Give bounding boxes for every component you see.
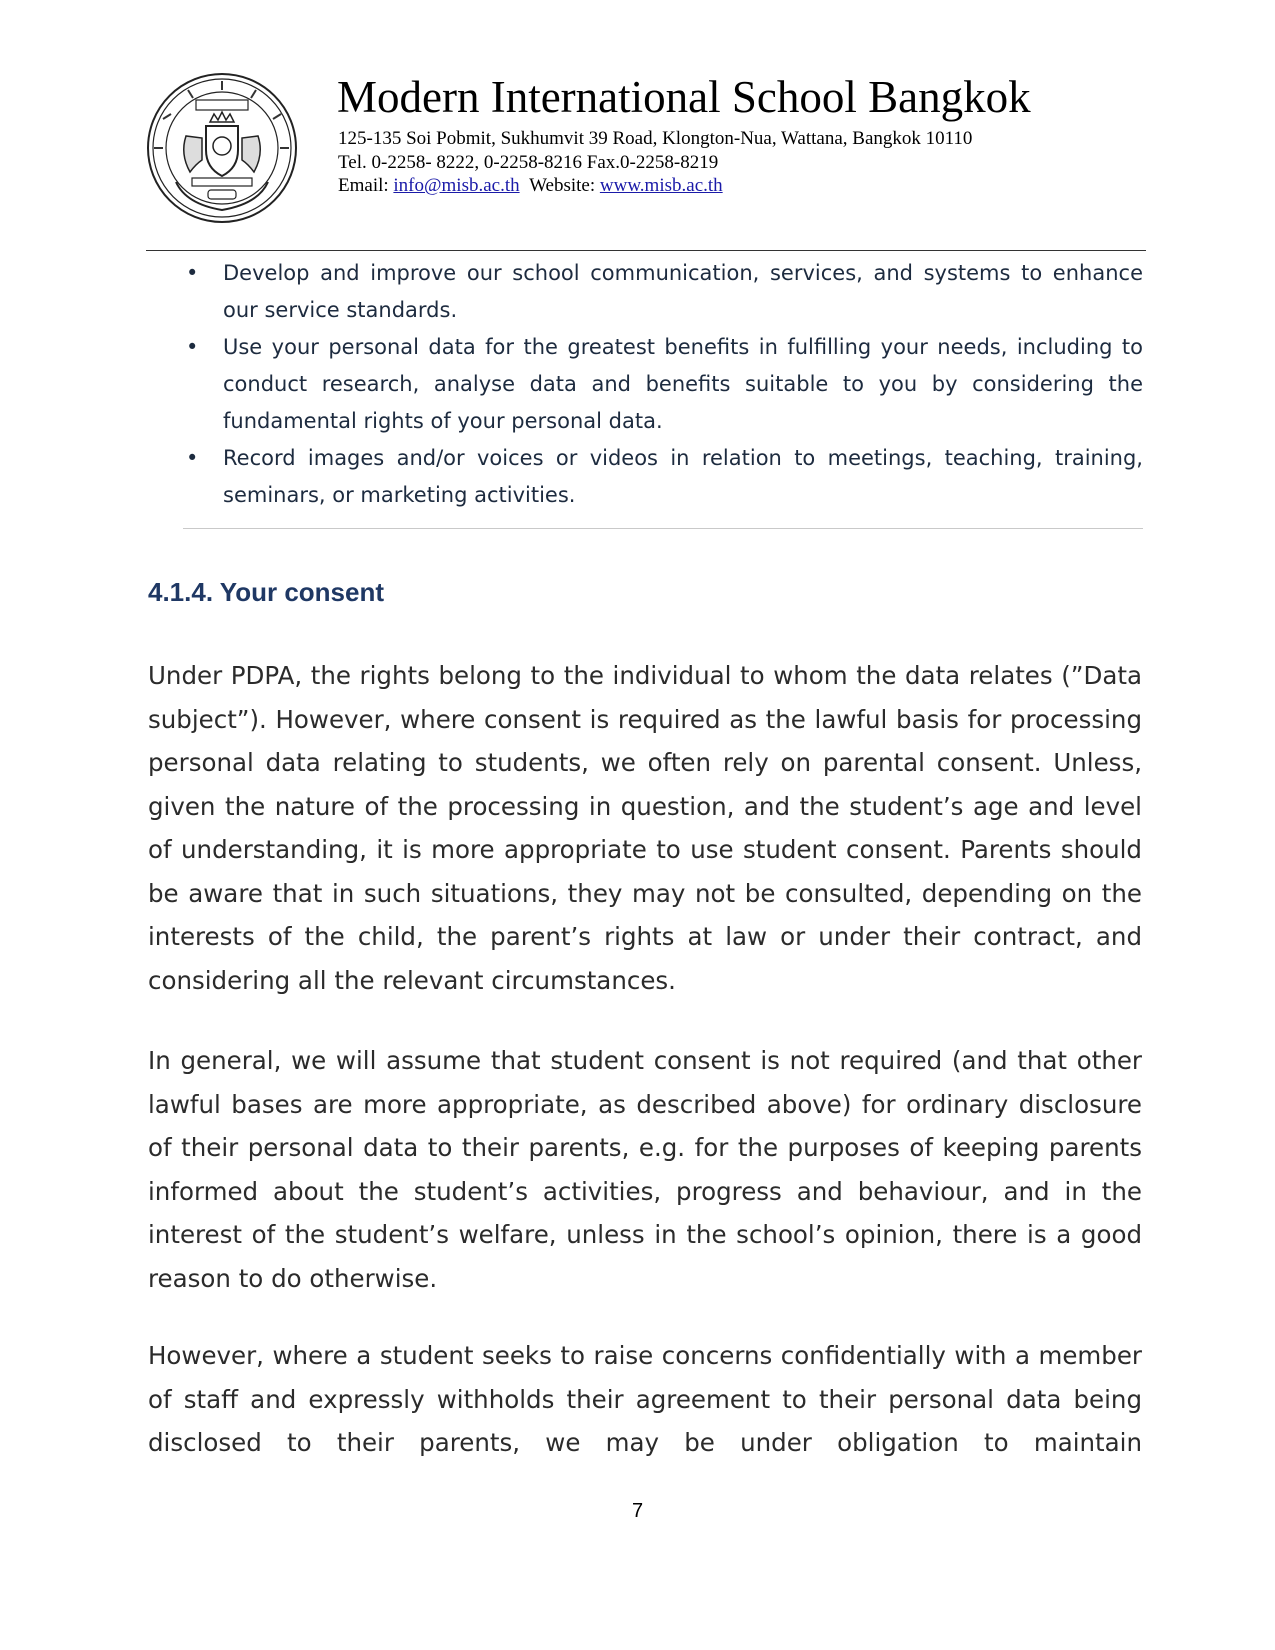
website-label: Website: bbox=[529, 175, 596, 196]
paragraph-confidential-concerns: However, where a student seeks to raise concerns confidentially with a member of staff and expressly withholds their agreement to their personal data being disclosed to their parents, we may be under obligation to maintain bbox=[148, 1341, 1142, 1457]
bullet-list bbox=[183, 255, 1143, 514]
section-divider bbox=[183, 528, 1143, 529]
website-link[interactable]: www.misb.ac.th bbox=[599, 175, 723, 196]
bullet-text: Develop and improve our school communication, services, and systems to enhance our service standards. bbox=[223, 261, 1143, 322]
paragraph-general-assumption: In general, we will assume that student consent is not required (and that other lawful bases are more appropriate, as described above) for ordinary disclosure of their personal data to their parents, e.g. for the purposes of keeping parents informed about the student’s activities, progress and behaviour, and in the interest of the student’s welfare, unless in the school’s opinion, there is a good reason to do otherwise. bbox=[148, 1046, 1142, 1293]
email-label: Email: bbox=[338, 175, 389, 196]
school-address: 125-135 Soi Pobmit, Sukhumvit 39 Road, Klongton-Nua, Wattana, Bangkok 10110 bbox=[338, 128, 973, 149]
school-name: Modern International School Bangkok bbox=[337, 72, 1031, 122]
list-item bbox=[183, 329, 1143, 440]
list-item bbox=[183, 255, 1143, 329]
header-divider bbox=[146, 250, 1146, 251]
bullet-text: Record images and/or voices or videos in relation to meetings, teaching, training, seminars, or marketing activities. bbox=[223, 446, 1143, 507]
school-phone-fax: Tel. 0-2258- 8222, 0-2258-8216 Fax.0-2258-8219 bbox=[338, 152, 719, 173]
bullet-icon: • bbox=[186, 335, 199, 359]
bullet-text: Use your personal data for the greatest benefits in fulfilling your needs, including to conduct research, analyse data and benefits suitable to you by considering the fundamental rights of your personal data. bbox=[223, 335, 1143, 433]
school-crest-icon bbox=[146, 72, 298, 224]
paragraph-consent-rights: Under PDPA, the rights belong to the individual to whom the data relates (”Data subject”). However, where consent is required as the lawful basis for processing personal data relating to students, we often rely on parental consent. Unless, given the nature of the processing in question, and the student’s age and level of understanding, it is more appropriate to use student consent. Parents should be aware that in such situations, they may not be consulted, depending on the interests of the child, the parent’s rights at law or under their contract, and considering all the relevant circumstances. bbox=[148, 661, 1142, 995]
section-heading: 4.1.4. Your consent bbox=[148, 577, 385, 607]
bullet-icon: • bbox=[186, 446, 199, 470]
email-link[interactable]: info@misb.ac.th bbox=[393, 175, 520, 196]
page-number: 7 bbox=[631, 1500, 644, 1522]
list-item bbox=[183, 440, 1143, 514]
bullet-icon: • bbox=[186, 261, 199, 285]
school-contact-line bbox=[338, 175, 723, 198]
